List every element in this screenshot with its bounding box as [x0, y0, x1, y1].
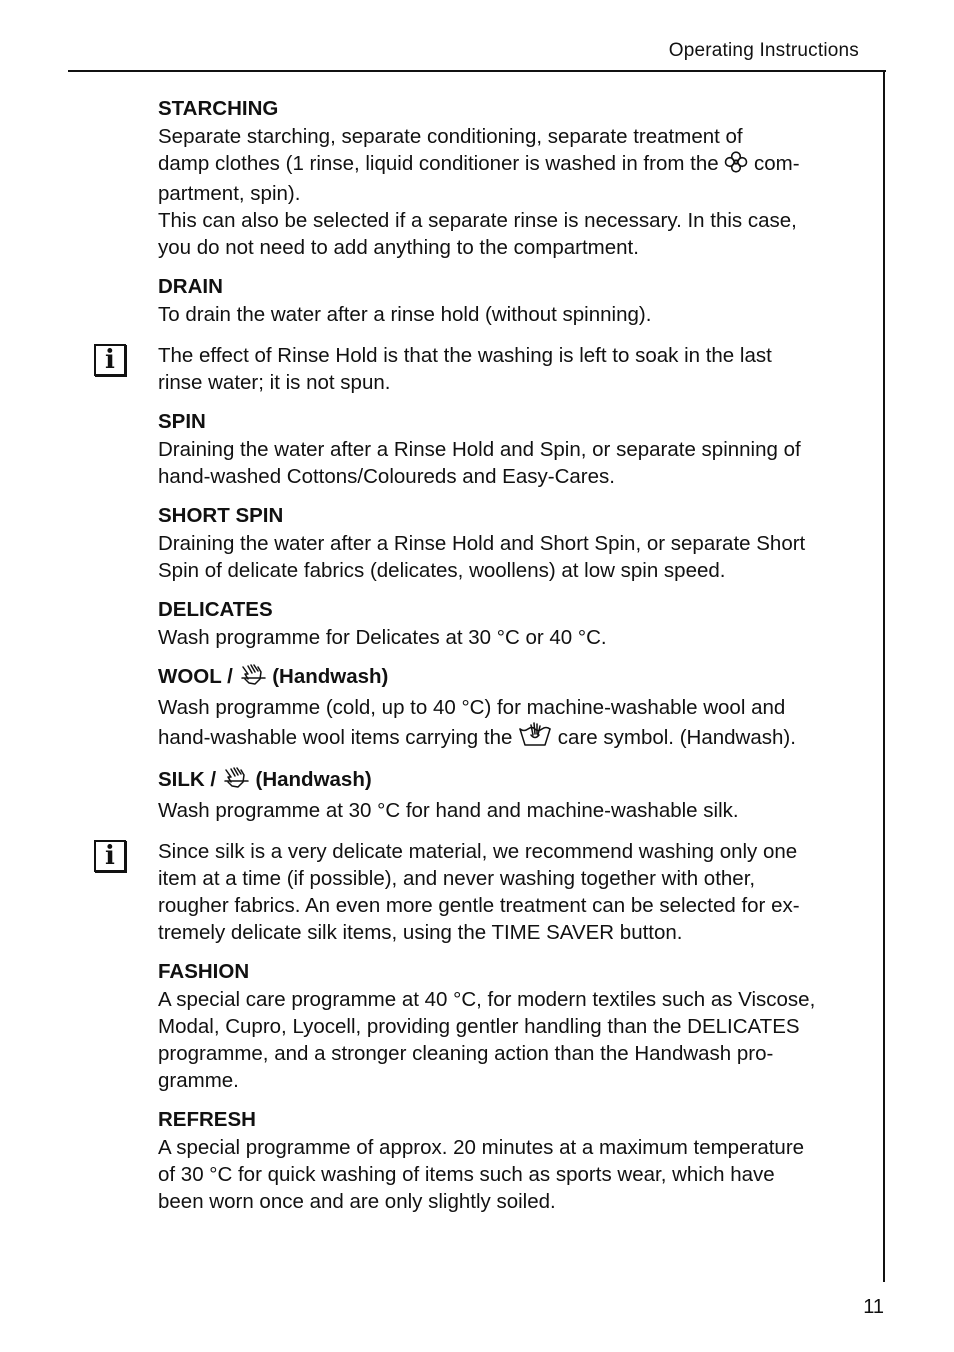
section-text: Draining the water after a Rinse Hold and Spin, or separate spinning of hand-washed Cottons/Coloureds and Easy-Cares. [158, 438, 801, 488]
section-delicates [158, 595, 866, 651]
section-title: SHORT SPIN [158, 504, 284, 527]
section-short-spin [158, 501, 866, 584]
right-margin-rule [883, 70, 885, 1282]
section-text: Wash programme (cold, up to 40 °C) for machine-washable wool and hand-washable wool items carrying the care symbol. (Handwash). [158, 694, 866, 754]
section-title: SPIN [158, 410, 206, 433]
header-title: Operating Instructions [668, 40, 859, 61]
info-icon: i [94, 344, 126, 376]
handwash-tub-icon [518, 721, 552, 754]
info-note-rinse-hold [105, 342, 866, 396]
section-title: WOOL / (Handwash) [158, 662, 866, 694]
section-text: A special programme of approx. 20 minutes at a maximum temperature of 30 °C for quick washing of items such as sports wear, which have been worn once and are only slightly soiled. [158, 1136, 805, 1213]
section-text: Separate starching, separate conditioning, separate treatment of damp clothes (1 rinse, liquid conditioner is washed in from the com- partment, spin). This can also be selected if a separate rinse is necessary. In this case, you do not need to add anything to the compartment. [158, 125, 800, 259]
section-text: A special care programme at 40 °C, for modern textiles such as Viscose, Modal, Cupro, Lyocell, providing gentler handling than the DELICATES programme, and a stronger cleaning action than the Handwash pro- gramme. [158, 988, 816, 1092]
section-spin [158, 407, 866, 490]
section-title: SILK / (Handwash) [158, 765, 866, 797]
section-title: FASHION [158, 960, 250, 983]
info-note-silk [105, 838, 866, 946]
section-text: Draining the water after a Rinse Hold and Short Spin, or separate Short Spin of delicate fabrics (delicates, woollens) at low spin speed. [158, 532, 806, 582]
section-text: Wash programme for Delicates at 30 °C or 40 °C. [158, 626, 607, 649]
section-text: Wash programme at 30 °C for hand and machine-washable silk. [158, 799, 739, 822]
section-title: DELICATES [158, 598, 273, 621]
section-fashion [158, 957, 866, 1094]
section-silk [158, 765, 866, 824]
section-title: REFRESH [158, 1108, 256, 1131]
info-icon: i [94, 840, 126, 872]
section-title: DRAIN [158, 275, 223, 298]
section-wool [158, 662, 866, 754]
flower-icon [724, 151, 748, 180]
section-title: STARCHING [158, 97, 279, 120]
section-drain [158, 272, 866, 328]
section-starching [158, 94, 866, 261]
note-text: The effect of Rinse Hold is that the washing is left to soak in the last rinse water; it is not spun. [158, 344, 772, 394]
handwash-icon [222, 765, 250, 797]
section-text: To drain the water after a rinse hold (without spinning). [158, 303, 652, 326]
section-refresh [158, 1105, 866, 1215]
page-number: 11 [863, 1296, 884, 1318]
header-divider [68, 70, 886, 72]
handwash-icon [239, 662, 267, 694]
main-content [105, 94, 866, 1226]
note-text: Since silk is a very delicate material, we recommend washing only one item at a time (if possible), and never washing together with other, rougher fabrics. An even more gentle treatment can be selected for ex- tremely delicate silk items, using the TIME SAVER button. [158, 840, 800, 944]
